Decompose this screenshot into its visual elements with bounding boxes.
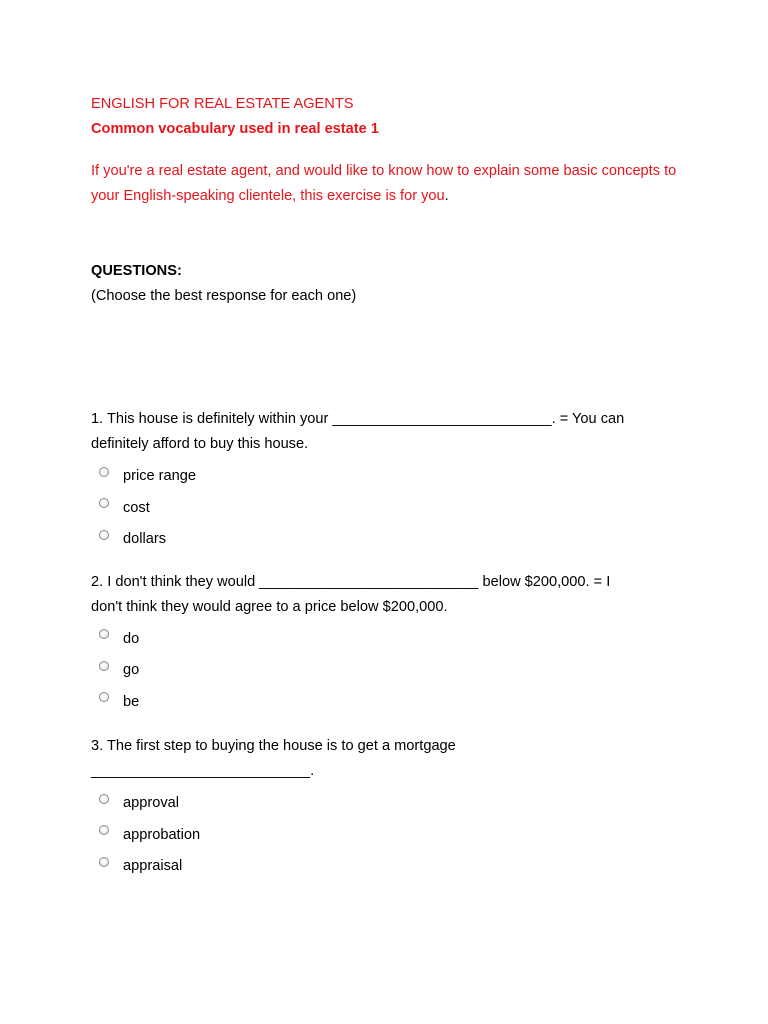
- option-label: appraisal: [123, 858, 183, 875]
- question-2-option-1[interactable]: [99, 624, 691, 656]
- question-1: [91, 407, 691, 556]
- option-label: approval: [123, 795, 179, 812]
- radio-button-icon[interactable]: [99, 661, 109, 671]
- option-label: price range: [123, 468, 197, 485]
- radio-button-icon[interactable]: [99, 692, 109, 702]
- radio-button-icon[interactable]: [99, 825, 109, 835]
- question-1-text: [91, 407, 691, 457]
- question-2: [91, 570, 691, 719]
- question-2-line-2: don't think they would agree to a price below $200,000.: [91, 598, 448, 615]
- question-3-options: [91, 788, 691, 883]
- option-label: be: [123, 693, 140, 710]
- option-label: do: [123, 630, 140, 647]
- question-2-options: [91, 624, 691, 719]
- radio-button-icon[interactable]: [99, 498, 109, 508]
- document-page: [91, 92, 691, 883]
- radio-button-icon[interactable]: [99, 467, 109, 477]
- document-title: ENGLISH FOR REAL ESTATE AGENTS: [91, 96, 354, 112]
- question-3-text: [91, 734, 691, 784]
- question-2-option-2[interactable]: [99, 655, 691, 687]
- radio-button-icon[interactable]: [99, 794, 109, 804]
- instruction-text: (Choose the best response for each one): [91, 288, 357, 304]
- intro-paragraph: [91, 159, 691, 209]
- question-2-line-1: 2. I don't think they would ___________________________ below $200,000. = I: [91, 573, 611, 590]
- question-1-options: [91, 461, 691, 556]
- intro-period: .: [444, 188, 449, 204]
- question-3-line-2: ___________________________.: [91, 763, 315, 779]
- option-label: dollars: [123, 531, 166, 548]
- intro-text: If you're a real estate agent, and would like to know how to explain some basic concepts to your English-speaking clientele, this exercise is for you: [91, 163, 677, 204]
- radio-button-icon[interactable]: [99, 857, 109, 867]
- question-2-text: [91, 570, 691, 620]
- radio-button-icon[interactable]: [99, 629, 109, 639]
- question-1-line-2: definitely afford to buy this house.: [91, 436, 309, 452]
- question-3-option-3[interactable]: [99, 851, 691, 883]
- question-1-option-2[interactable]: [99, 493, 691, 525]
- question-3-option-2[interactable]: [99, 820, 691, 852]
- question-3-line-1: 3. The first step to buying the house is to get a mortgage: [91, 738, 456, 754]
- option-label: cost: [123, 499, 150, 516]
- question-1-option-1[interactable]: [99, 461, 691, 493]
- option-label: approbation: [123, 826, 201, 843]
- option-label: go: [123, 662, 140, 679]
- question-2-option-3[interactable]: [99, 687, 691, 719]
- question-3: [91, 734, 691, 883]
- question-1-option-3[interactable]: [99, 524, 691, 556]
- question-3-option-1[interactable]: [99, 788, 691, 820]
- document-subtitle: Common vocabulary used in real estate 1: [91, 121, 379, 137]
- question-1-line-1: 1. This house is definitely within your ___________________________. = You can: [91, 411, 625, 427]
- questions-heading: QUESTIONS:: [91, 263, 182, 279]
- radio-button-icon[interactable]: [99, 530, 109, 540]
